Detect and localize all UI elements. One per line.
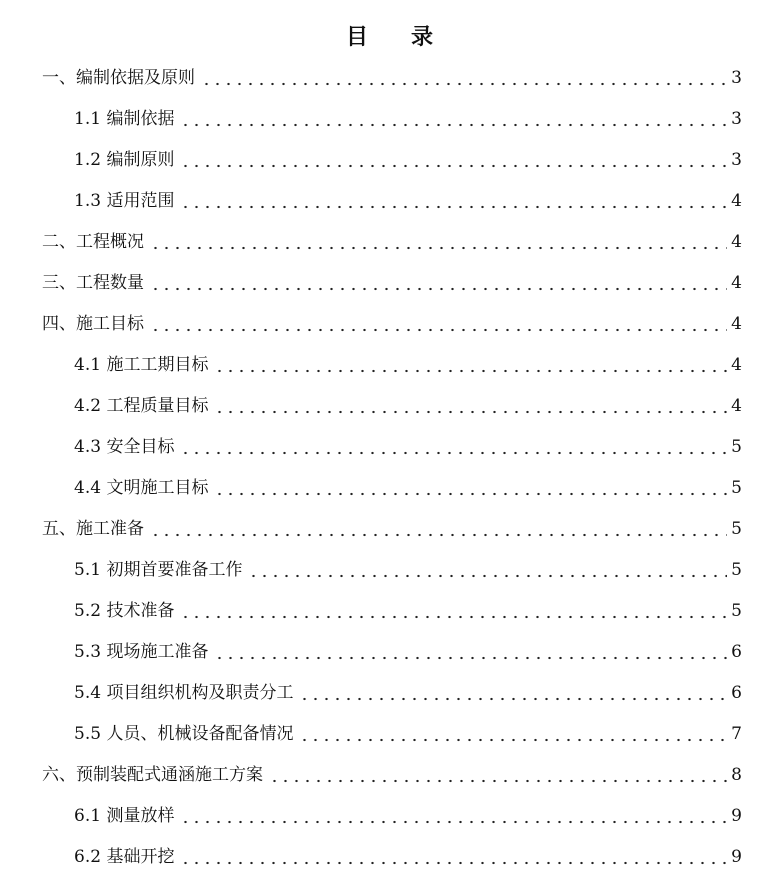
toc-dot-leader xyxy=(150,328,727,332)
toc-dot-leader xyxy=(150,533,727,537)
toc-entry-label: 1.1 编制依据 xyxy=(74,109,175,129)
toc-dot-leader xyxy=(150,246,727,250)
toc-entry-label: 1.2 编制原则 xyxy=(74,150,175,170)
toc-entry-label: 1.3 适用范围 xyxy=(74,191,175,211)
toc-dot-leader xyxy=(214,410,727,414)
toc-entry[interactable] xyxy=(0,386,780,427)
toc-entry-label: 5.4 项目组织机构及职责分工 xyxy=(74,683,294,703)
toc-entry[interactable] xyxy=(0,345,780,386)
toc-entry-page-number: 4 xyxy=(731,355,742,375)
toc-dot-leader xyxy=(180,615,727,619)
toc-entry-page-number: 9 xyxy=(731,806,742,826)
toc-entry-label: 4.1 施工工期目标 xyxy=(74,355,209,375)
toc-entry-page-number: 5 xyxy=(731,478,742,498)
toc-dot-leader xyxy=(180,451,727,455)
toc-dot-leader xyxy=(214,656,727,660)
toc-title-char-1: 目 xyxy=(345,25,369,50)
toc-title xyxy=(0,20,780,51)
toc-entry-label: 6.1 测量放样 xyxy=(74,806,175,826)
toc-dot-leader xyxy=(180,164,727,168)
toc-entry-label: 一、编制依据及原则 xyxy=(42,68,195,88)
toc-entry-label: 4.4 文明施工目标 xyxy=(74,478,209,498)
toc-dot-leader xyxy=(214,369,727,373)
toc-dot-leader xyxy=(299,738,727,742)
toc-entry-page-number: 4 xyxy=(731,273,742,293)
toc-dot-leader xyxy=(214,492,727,496)
toc-entry[interactable] xyxy=(0,509,780,550)
toc-entry-label: 四、施工目标 xyxy=(42,314,144,334)
toc-entry-label: 6.2 基础开挖 xyxy=(74,847,175,867)
toc-dot-leader xyxy=(180,205,727,209)
toc-entry[interactable] xyxy=(0,304,780,345)
toc-entry[interactable] xyxy=(0,673,780,714)
toc-dot-leader xyxy=(269,779,727,783)
toc-entry-label: 五、施工准备 xyxy=(42,519,144,539)
toc-entry[interactable] xyxy=(0,99,780,140)
toc-entry[interactable] xyxy=(0,58,780,99)
toc-entry-label: 5.1 初期首要准备工作 xyxy=(74,560,243,580)
toc-entry[interactable] xyxy=(0,550,780,591)
toc-entry-page-number: 4 xyxy=(731,232,742,252)
toc-entry-page-number: 8 xyxy=(731,765,742,785)
toc-dot-leader xyxy=(180,861,727,865)
toc-entry-label: 六、预制装配式通涵施工方案 xyxy=(42,765,263,785)
toc-entry-page-number: 7 xyxy=(731,724,742,744)
toc-entry-label: 三、工程数量 xyxy=(42,273,144,293)
toc-entry[interactable] xyxy=(0,714,780,755)
toc-entry-page-number: 4 xyxy=(731,314,742,334)
toc-entry-page-number: 9 xyxy=(731,847,742,867)
toc-entry[interactable] xyxy=(0,632,780,673)
toc-entry-page-number: 5 xyxy=(731,437,742,457)
toc-entry-page-number: 6 xyxy=(731,683,742,703)
toc-entry[interactable] xyxy=(0,468,780,509)
toc-entry[interactable] xyxy=(0,222,780,263)
toc-entry[interactable] xyxy=(0,427,780,468)
toc-entry[interactable] xyxy=(0,796,780,837)
toc-entry[interactable] xyxy=(0,263,780,304)
toc-entry[interactable] xyxy=(0,837,780,878)
toc-entry-label: 5.3 现场施工准备 xyxy=(74,642,209,662)
toc-entry-label: 5.2 技术准备 xyxy=(74,601,175,621)
toc-entry-page-number: 5 xyxy=(731,601,742,621)
toc-entry[interactable] xyxy=(0,140,780,181)
toc-list xyxy=(0,58,780,878)
toc-entry-page-number: 4 xyxy=(731,396,742,416)
toc-entry[interactable] xyxy=(0,181,780,222)
toc-entry-label: 4.3 安全目标 xyxy=(74,437,175,457)
toc-entry-label: 5.5 人员、机械设备配备情况 xyxy=(74,724,294,744)
toc-entry-page-number: 3 xyxy=(731,109,742,129)
toc-entry-page-number: 3 xyxy=(731,68,742,88)
toc-entry-page-number: 6 xyxy=(731,642,742,662)
toc-dot-leader xyxy=(150,287,727,291)
toc-dot-leader xyxy=(248,574,727,578)
toc-entry-page-number: 3 xyxy=(731,150,742,170)
toc-title-char-2: 录 xyxy=(411,25,435,50)
toc-entry[interactable] xyxy=(0,591,780,632)
toc-entry-page-number: 5 xyxy=(731,560,742,580)
toc-dot-leader xyxy=(299,697,727,701)
toc-dot-leader xyxy=(180,820,727,824)
toc-entry-page-number: 5 xyxy=(731,519,742,539)
toc-entry-label: 二、工程概况 xyxy=(42,232,144,252)
toc-entry-page-number: 4 xyxy=(731,191,742,211)
toc-entry[interactable] xyxy=(0,755,780,796)
toc-dot-leader xyxy=(201,82,727,86)
toc-dot-leader xyxy=(180,123,727,127)
toc-entry-label: 4.2 工程质量目标 xyxy=(74,396,209,416)
